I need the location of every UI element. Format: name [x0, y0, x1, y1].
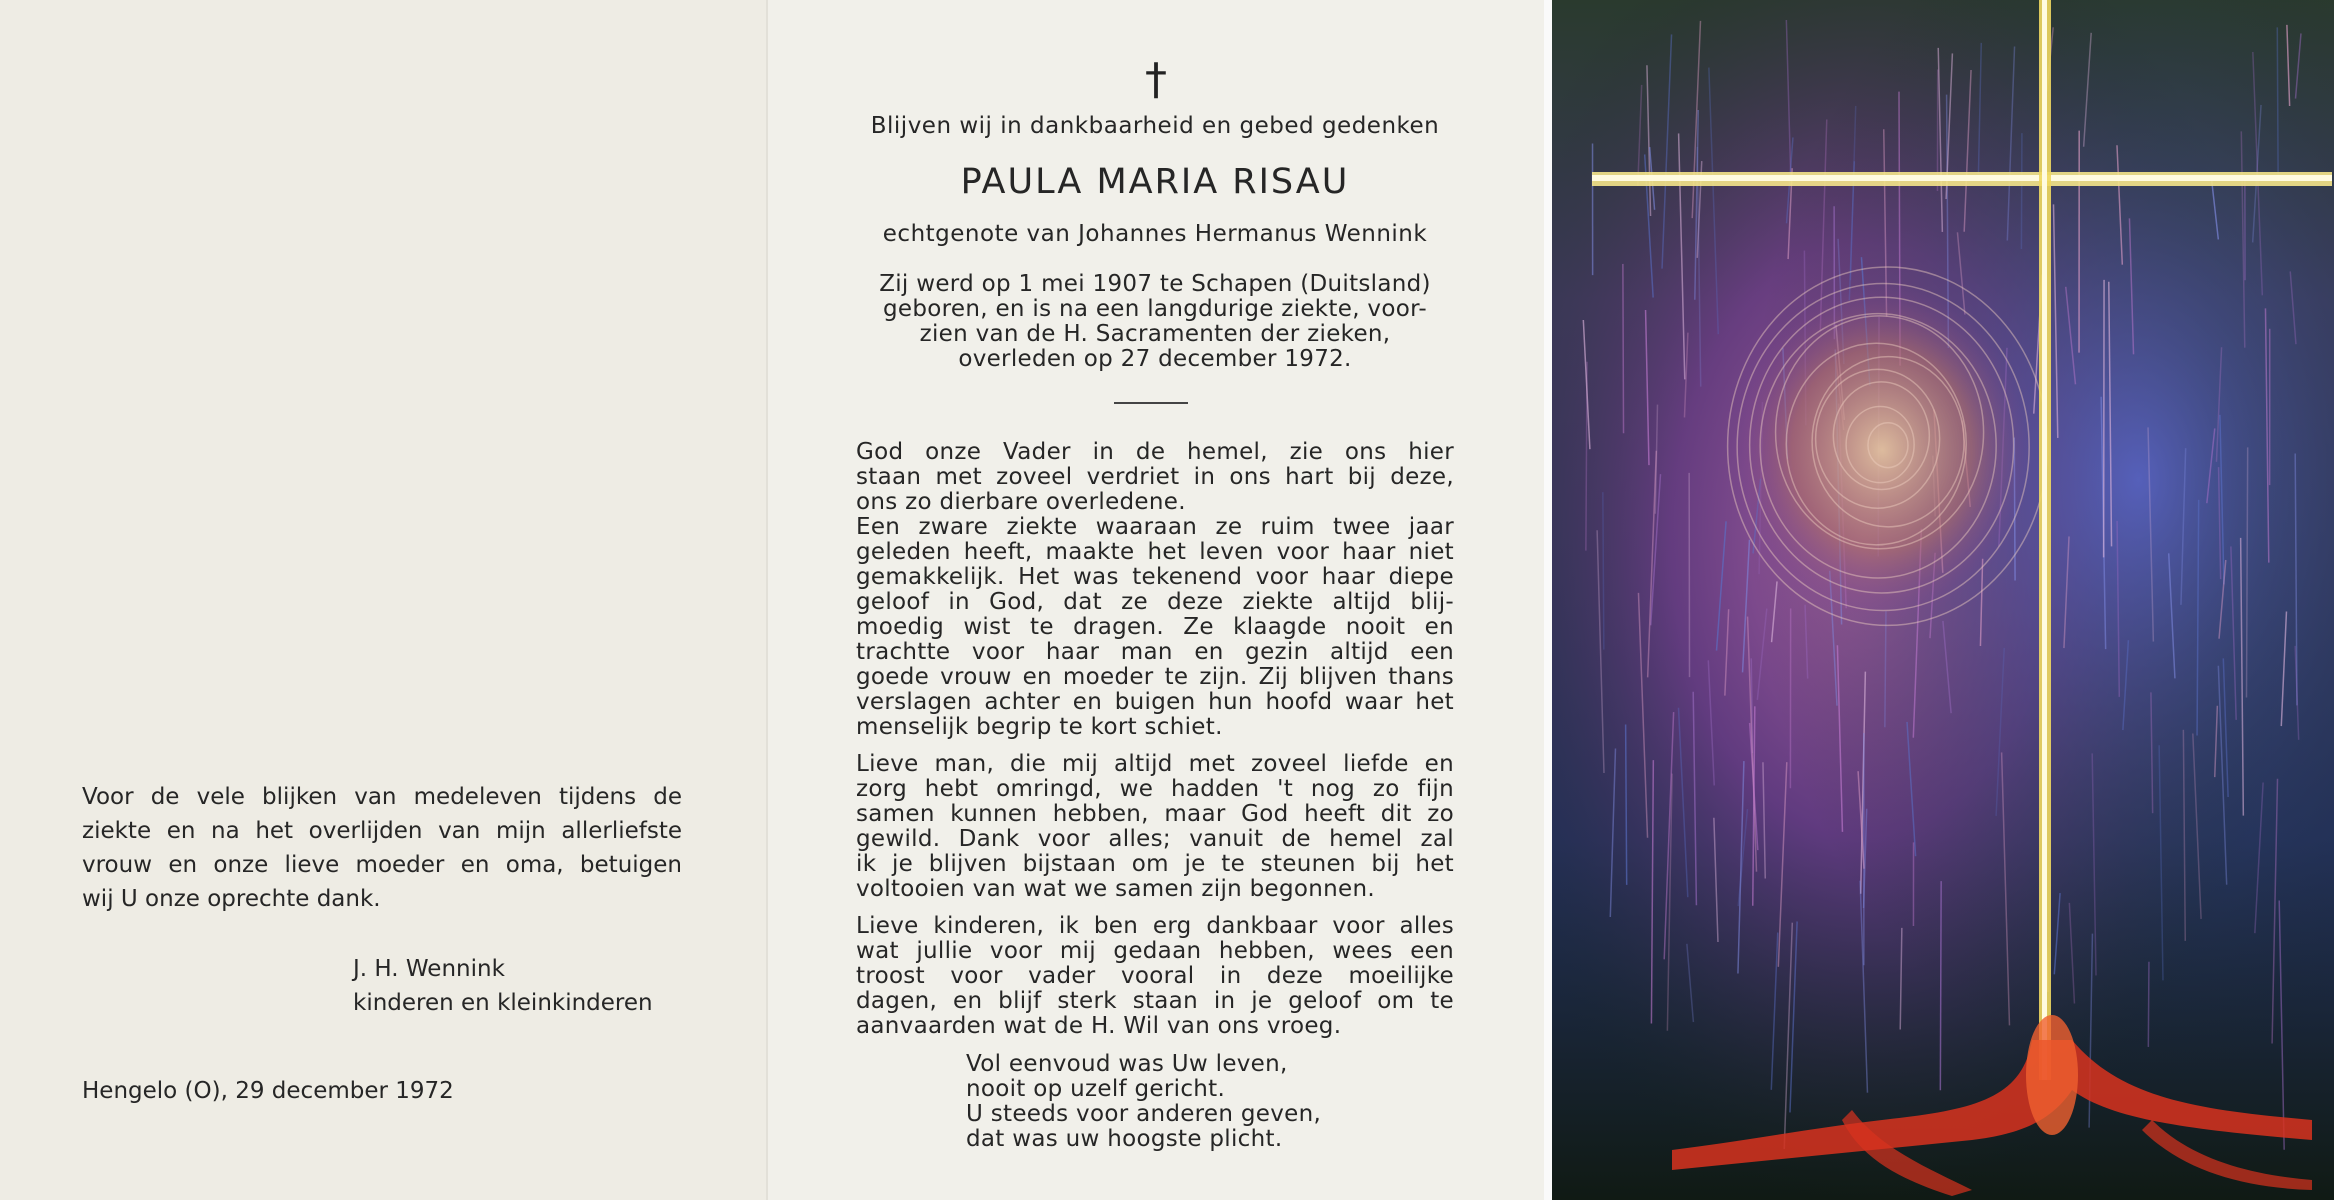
signature-name: J. H. Wennink — [353, 956, 505, 982]
intro-text: Blijven wij in dankbaarheid en gebed gedenken — [870, 113, 1440, 139]
verse-line: zorg hebt omringd, we hadden 't nog zo fijn — [856, 776, 1454, 802]
verse-paragraph — [856, 440, 1454, 740]
painting-brush-stroke — [2021, 133, 2022, 249]
bio-line: overleden op 27 december 1972. — [958, 346, 1352, 372]
verse-line: Lieve man, die mij altijd met zoveel liefde en — [856, 751, 1454, 777]
verse-line: troost voor vader vooral in deze moeilijke — [856, 963, 1454, 989]
verse-line: samen kunnen hebben, maar God heeft dit zo — [856, 801, 1454, 827]
middle-card-panel — [768, 0, 1544, 1200]
verse-line: dagen, en blijf sterk staan in je geloof om te — [856, 988, 1454, 1014]
signature-family: kinderen en kleinkinderen — [353, 990, 653, 1016]
poem-line: Vol eenvoud was Uw leven, — [966, 1051, 1288, 1077]
bio-line: Zij werd op 1 mei 1907 te Schapen (Duitsland) — [879, 271, 1431, 297]
biography — [856, 272, 1454, 372]
cross-painting-panel — [1552, 0, 2334, 1200]
painting-brush-stroke — [1623, 264, 1624, 433]
deceased-name: PAULA MARIA RISAU — [960, 162, 1350, 202]
bio-line: zien van de H. Sacramenten der zieken, — [919, 321, 1391, 347]
verses-block — [856, 440, 1454, 1051]
verse-line: geleden heeft, maakte het leven voor haar niet — [856, 539, 1454, 565]
verse-line: moedig wist te dragen. Ze klaagde nooit en — [856, 614, 1454, 640]
verse-line: Lieve kinderen, ik ben erg dankbaar voor alles — [856, 913, 1454, 939]
bio-line: geboren, en is na een langdurige ziekte, voor- — [883, 296, 1427, 322]
verse-line: geloof in God, dat ze deze ziekte altijd blij- — [856, 589, 1454, 615]
cross-icon: † — [1145, 54, 1167, 105]
cross-horizontal-highlight — [1592, 175, 2332, 181]
thanks-line: ziekte en na het overlijden van mijn allerliefste — [82, 818, 682, 844]
painting-brush-stroke — [2148, 962, 2149, 1047]
verse-line: aanvaarden wat de H. Wil van ons vroeg. — [856, 1013, 1342, 1039]
verse-line: ons zo dierbare overledene. — [856, 489, 1186, 515]
verse-line: trachtte voor haar man en gezin altijd een — [856, 639, 1454, 665]
thanks-line: wij U onze oprechte dank. — [82, 886, 381, 912]
poem-line: nooit op uzelf gericht. — [966, 1076, 1226, 1102]
verse-line: gemakkelijk. Het was tekenend voor haar diepe — [856, 564, 1454, 590]
verse-line: gewild. Dank voor alles; vanuit de hemel zal — [856, 826, 1454, 852]
cross-painting-image — [1552, 0, 2334, 1200]
verse-line: ik je blijven bijstaan om je te steunen bij het — [856, 851, 1454, 877]
cross-vertical-highlight — [2042, 0, 2047, 1080]
divider-rule — [1114, 402, 1188, 404]
verse-line: God onze Vader in de hemel, zie ons hier — [856, 439, 1454, 465]
verse-line: staan met zoveel verdriet in ons hart bij deze, — [856, 464, 1454, 490]
poem-line: dat was uw hoogste plicht. — [966, 1126, 1283, 1152]
verse-line: voltooien van wat we samen zijn begonnen. — [856, 876, 1375, 902]
verse-line: Een zware ziekte waaraan ze ruim twee jaar — [856, 514, 1454, 540]
verse-line: menselijk begrip te kort schiet. — [856, 714, 1223, 740]
verse-paragraph — [856, 752, 1454, 902]
thanks-line: vrouw en onze lieve moeder en oma, betuigen — [82, 852, 682, 878]
verse-paragraph — [856, 914, 1454, 1039]
signature — [353, 952, 653, 1020]
card-edge — [1544, 0, 1552, 1200]
verse-line: verslagen achter en buigen hun hoofd waar het — [856, 689, 1454, 715]
thanks-line: Voor de vele blijken van medeleven tijdens de — [82, 784, 682, 810]
verse-line: wat jullie voor mij gedaan hebben, wees een — [856, 938, 1454, 964]
thanks-message — [82, 780, 682, 916]
painting-brush-stroke — [1603, 492, 1604, 649]
poem — [966, 1052, 1321, 1152]
spouse-line: echtgenote van Johannes Hermanus Wennink — [882, 221, 1428, 247]
painting-brush-stroke — [1626, 724, 1627, 884]
left-card-panel — [0, 0, 768, 1200]
painting-brush-stroke — [1940, 881, 1941, 1090]
verse-line: goede vrouw en moeder te zijn. Zij blijven thans — [856, 664, 1454, 690]
poem-line: U steeds voor anderen geven, — [966, 1101, 1322, 1127]
painting-brush-stroke — [2277, 27, 2278, 179]
place-date: Hengelo (O), 29 december 1972 — [82, 1078, 454, 1104]
